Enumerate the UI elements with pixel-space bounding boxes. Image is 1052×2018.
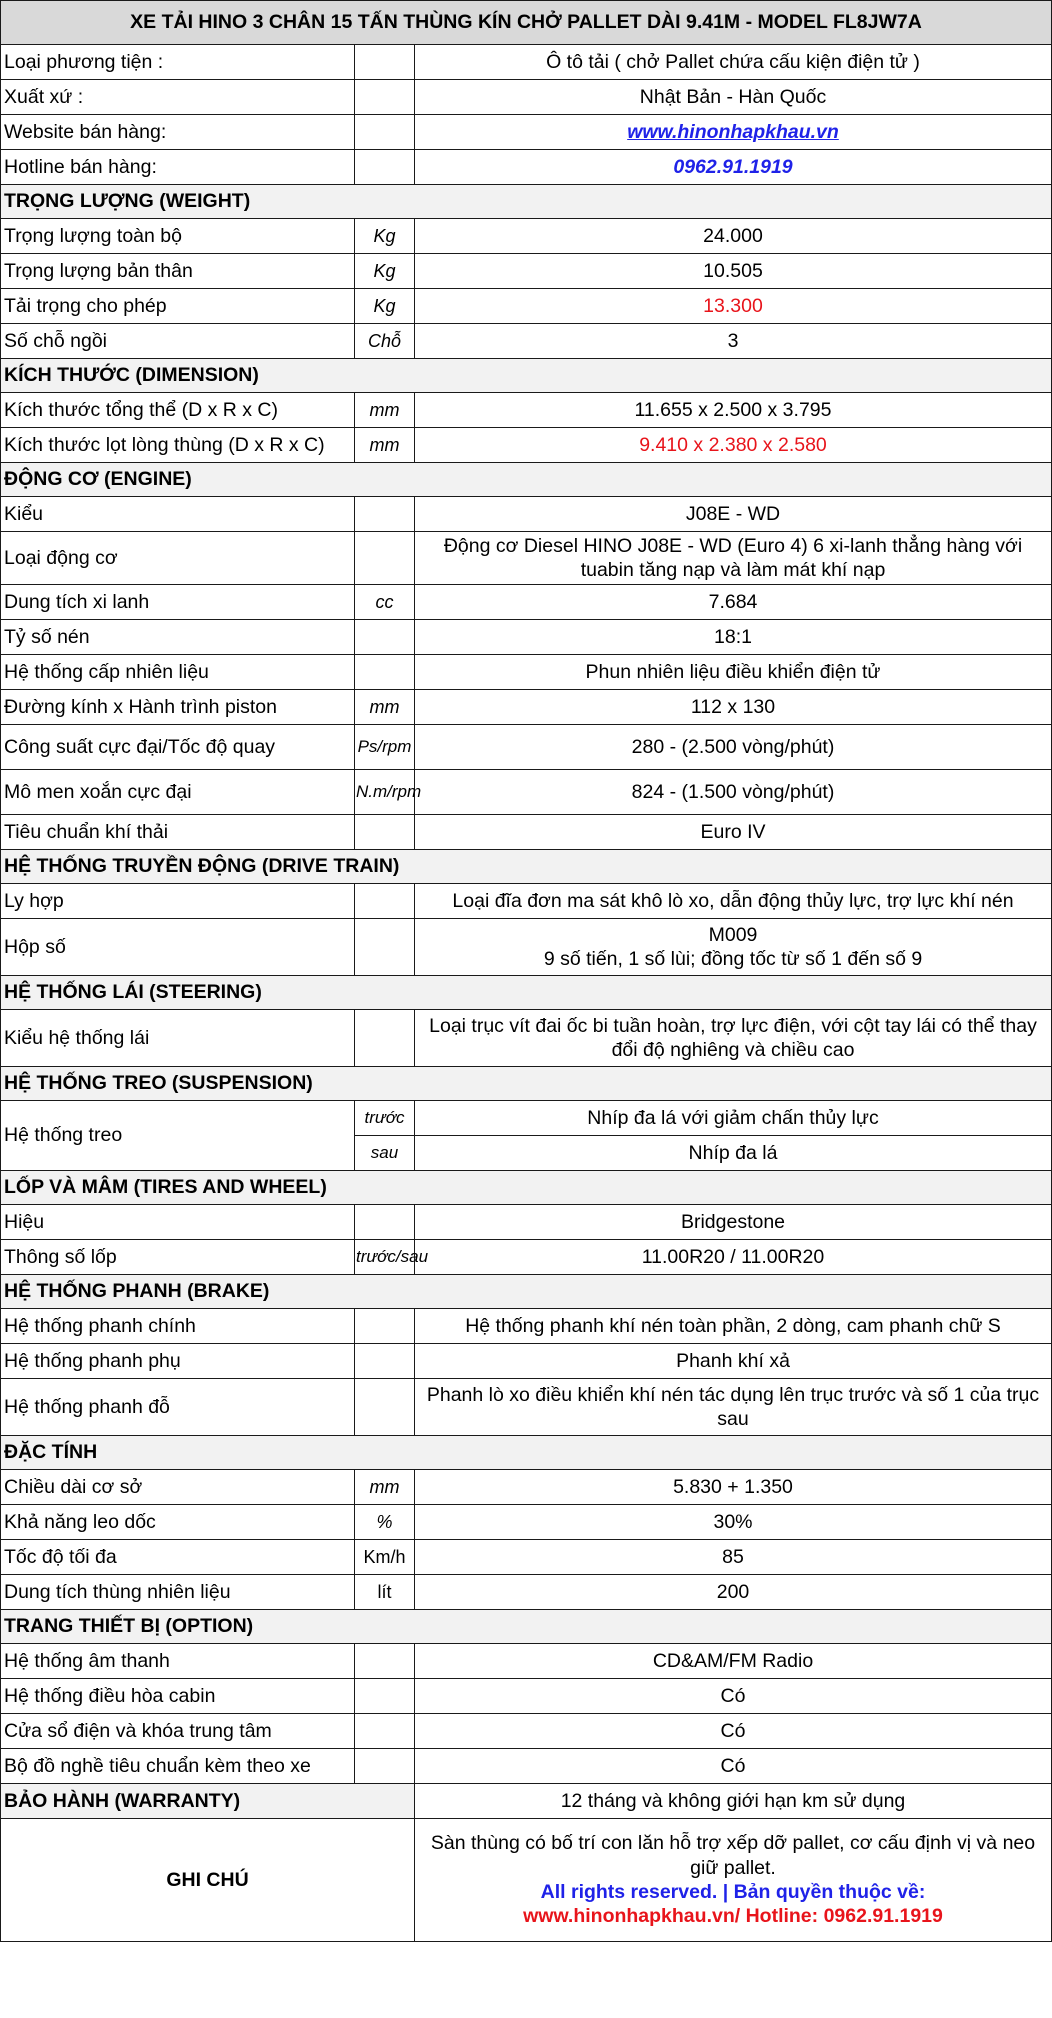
spec-value: Loại trục vít đai ốc bi tuần hoàn, trợ lực điện, với cột tay lái có thể thay đổi độ nghiêng và chiều cao bbox=[415, 1010, 1052, 1067]
section-heading: TRANG THIẾT BỊ (OPTION) bbox=[1, 1610, 1052, 1644]
spec-value: Phanh khí xả bbox=[415, 1344, 1052, 1379]
website-link[interactable]: www.hinonhapkhau.vn bbox=[627, 120, 839, 143]
spec-value: Có bbox=[415, 1679, 1052, 1714]
spec-label: Tải trọng cho phép bbox=[1, 289, 355, 324]
spec-value: Nhíp đa lá bbox=[415, 1136, 1052, 1171]
spec-unit: N.m/rpm bbox=[355, 770, 415, 815]
spec-label: Khả năng leo dốc bbox=[1, 1505, 355, 1540]
section-weight bbox=[1, 185, 1052, 219]
note-label: GHI CHÚ bbox=[1, 1819, 415, 1942]
spec-label: Số chỗ ngồi bbox=[1, 324, 355, 359]
spec-row bbox=[1, 1379, 1052, 1436]
spec-row-website bbox=[1, 115, 1052, 150]
spec-value: Phanh lò xo điều khiển khí nén tác dụng lên trục trước và số 1 của trục sau bbox=[415, 1379, 1052, 1436]
spec-unit bbox=[355, 620, 415, 655]
spec-row bbox=[1, 1010, 1052, 1067]
spec-label: Hộp số bbox=[1, 919, 355, 976]
spec-unit bbox=[355, 815, 415, 850]
spec-label: Kích thước tổng thể (D x R x C) bbox=[1, 393, 355, 428]
spec-value: Động cơ Diesel HINO J08E - WD (Euro 4) 6 xi-lanh thẳng hàng với tuabin tăng nạp và làm mát khí nạp bbox=[415, 532, 1052, 585]
spec-unit bbox=[355, 1205, 415, 1240]
warranty-label: BẢO HÀNH (WARRANTY) bbox=[1, 1784, 415, 1819]
spec-value: 824 - (1.500 vòng/phút) bbox=[415, 770, 1052, 815]
section-suspension bbox=[1, 1067, 1052, 1101]
spec-row bbox=[1, 289, 1052, 324]
spec-label: Hotline bán hàng: bbox=[1, 150, 355, 185]
spec-row bbox=[1, 884, 1052, 919]
spec-unit bbox=[355, 497, 415, 532]
section-heading: LỐP VÀ MÂM (TIRES AND WHEEL) bbox=[1, 1171, 1052, 1205]
spec-row bbox=[1, 1749, 1052, 1784]
spec-value: 7.684 bbox=[415, 585, 1052, 620]
spec-row bbox=[1, 532, 1052, 585]
spec-row bbox=[1, 254, 1052, 289]
spec-row bbox=[1, 1344, 1052, 1379]
spec-unit: Kg bbox=[355, 289, 415, 324]
section-heading: HỆ THỐNG TREO (SUSPENSION) bbox=[1, 1067, 1052, 1101]
spec-label: Dung tích xi lanh bbox=[1, 585, 355, 620]
spec-unit bbox=[355, 45, 415, 80]
section-engine bbox=[1, 463, 1052, 497]
spec-label: Loại phương tiện : bbox=[1, 45, 355, 80]
spec-row bbox=[1, 324, 1052, 359]
spec-label: Chiều dài cơ sở bbox=[1, 1470, 355, 1505]
section-heading: KÍCH THƯỚC (DIMENSION) bbox=[1, 359, 1052, 393]
spec-value: Loại đĩa đơn ma sát khô lò xo, dẫn động thủy lực, trợ lực khí nén bbox=[415, 884, 1052, 919]
spec-value: 10.505 bbox=[415, 254, 1052, 289]
spec-unit: trước bbox=[355, 1101, 415, 1136]
spec-row bbox=[1, 1540, 1052, 1575]
spec-row bbox=[1, 690, 1052, 725]
spec-row bbox=[1, 585, 1052, 620]
spec-unit: cc bbox=[355, 585, 415, 620]
copyright-text: All rights reserved. | Bản quyền thuộc về: bbox=[540, 1881, 926, 1903]
spec-value: Phun nhiên liệu điều khiển điện tử bbox=[415, 655, 1052, 690]
spec-value: 200 bbox=[415, 1575, 1052, 1610]
spec-label: Website bán hàng: bbox=[1, 115, 355, 150]
spec-label: Hệ thống âm thanh bbox=[1, 1644, 355, 1679]
spec-label: Kiểu hệ thống lái bbox=[1, 1010, 355, 1067]
spec-label: Hệ thống phanh đỗ bbox=[1, 1379, 355, 1436]
spec-value: Có bbox=[415, 1749, 1052, 1784]
section-tires bbox=[1, 1171, 1052, 1205]
spec-row bbox=[1, 655, 1052, 690]
section-heading: ĐẶC TÍNH bbox=[1, 1436, 1052, 1470]
warranty-value: 12 tháng và không giới hạn km sử dụng bbox=[415, 1784, 1052, 1819]
spec-label: Hệ thống cấp nhiên liệu bbox=[1, 655, 355, 690]
spec-value: 24.000 bbox=[415, 219, 1052, 254]
spec-row-vehicle-type bbox=[1, 45, 1052, 80]
section-dimension bbox=[1, 359, 1052, 393]
spec-label: Xuất xứ : bbox=[1, 80, 355, 115]
spec-row bbox=[1, 725, 1052, 770]
spec-row bbox=[1, 770, 1052, 815]
spec-row bbox=[1, 393, 1052, 428]
spec-value: 112 x 130 bbox=[415, 690, 1052, 725]
spec-row bbox=[1, 1505, 1052, 1540]
spec-row bbox=[1, 1644, 1052, 1679]
section-heading: ĐỘNG CƠ (ENGINE) bbox=[1, 463, 1052, 497]
spec-unit bbox=[355, 884, 415, 919]
section-features bbox=[1, 1436, 1052, 1470]
gearbox-detail: 9 số tiến, 1 số lùi; đồng tốc từ số 1 đến số 9 bbox=[543, 948, 923, 970]
gearbox-model: M009 bbox=[708, 923, 758, 946]
spec-unit: mm bbox=[355, 428, 415, 463]
spec-label: Trọng lượng toàn bộ bbox=[1, 219, 355, 254]
section-heading: HỆ THỐNG LÁI (STEERING) bbox=[1, 976, 1052, 1010]
spec-row-hotline bbox=[1, 150, 1052, 185]
spec-value: 18:1 bbox=[415, 620, 1052, 655]
spec-row bbox=[1, 1240, 1052, 1275]
spec-label: Hệ thống điều hòa cabin bbox=[1, 1679, 355, 1714]
spec-value: 5.830 + 1.350 bbox=[415, 1470, 1052, 1505]
spec-label: Tỷ số nén bbox=[1, 620, 355, 655]
spec-label: Cửa sổ điện và khóa trung tâm bbox=[1, 1714, 355, 1749]
spec-label: Hệ thống phanh phụ bbox=[1, 1344, 355, 1379]
spec-value: Nhíp đa lá với giảm chấn thủy lực bbox=[415, 1101, 1052, 1136]
spec-unit: mm bbox=[355, 1470, 415, 1505]
spec-unit bbox=[355, 1644, 415, 1679]
spec-label: Loại động cơ bbox=[1, 532, 355, 585]
spec-label: Hệ thống treo bbox=[1, 1101, 355, 1171]
spec-label: Công suất cực đại/Tốc độ quay bbox=[1, 725, 355, 770]
spec-value: 3 bbox=[415, 324, 1052, 359]
spec-unit bbox=[355, 150, 415, 185]
contact-text[interactable]: www.hinonhapkhau.vn/ Hotline: 0962.91.1919 bbox=[523, 1905, 943, 1928]
section-brake bbox=[1, 1275, 1052, 1309]
spec-label: Dung tích thùng nhiên liệu bbox=[1, 1575, 355, 1610]
note-row bbox=[1, 1819, 1052, 1942]
section-heading: HỆ THỐNG TRUYỀN ĐỘNG (DRIVE TRAIN) bbox=[1, 850, 1052, 884]
spec-unit bbox=[355, 919, 415, 976]
title-row bbox=[1, 1, 1052, 45]
section-steering bbox=[1, 976, 1052, 1010]
hotline-cell bbox=[415, 150, 1052, 185]
spec-row bbox=[1, 1205, 1052, 1240]
spec-value: 11.655 x 2.500 x 3.795 bbox=[415, 393, 1052, 428]
spec-row bbox=[1, 815, 1052, 850]
spec-value: J08E - WD bbox=[415, 497, 1052, 532]
gearbox-value bbox=[415, 919, 1052, 976]
spec-unit bbox=[355, 1749, 415, 1784]
spec-row bbox=[1, 620, 1052, 655]
spec-unit bbox=[355, 1379, 415, 1436]
website-cell bbox=[415, 115, 1052, 150]
section-heading: HỆ THỐNG PHANH (BRAKE) bbox=[1, 1275, 1052, 1309]
spec-row bbox=[1, 919, 1052, 976]
spec-label: Trọng lượng bản thân bbox=[1, 254, 355, 289]
section-options bbox=[1, 1610, 1052, 1644]
note-content bbox=[415, 1819, 1052, 1942]
spec-unit bbox=[355, 532, 415, 585]
spec-row bbox=[1, 1679, 1052, 1714]
page-title: XE TẢI HINO 3 CHÂN 15 TẤN THÙNG KÍN CHỞ PALLET DÀI 9.41M - MODEL FL8JW7A bbox=[1, 1, 1052, 45]
spec-unit bbox=[355, 80, 415, 115]
section-heading: TRỌNG LƯỢNG (WEIGHT) bbox=[1, 185, 1052, 219]
spec-label: Mô men xoắn cực đại bbox=[1, 770, 355, 815]
spec-row bbox=[1, 219, 1052, 254]
spec-unit: Km/h bbox=[355, 1540, 415, 1575]
spec-value: 280 - (2.500 vòng/phút) bbox=[415, 725, 1052, 770]
spec-row bbox=[1, 428, 1052, 463]
spec-value: CD&AM/FM Radio bbox=[415, 1644, 1052, 1679]
spec-row bbox=[1, 1575, 1052, 1610]
spec-unit: Ps/rpm bbox=[355, 725, 415, 770]
spec-label: Tốc độ tối đa bbox=[1, 1540, 355, 1575]
spec-unit: mm bbox=[355, 393, 415, 428]
spec-unit: lít bbox=[355, 1575, 415, 1610]
spec-label: Kiểu bbox=[1, 497, 355, 532]
hotline-number[interactable]: 0962.91.1919 bbox=[673, 155, 793, 178]
note-text: Sàn thùng có bố trí con lăn hỗ trợ xếp dỡ pallet, cơ cấu định vị và neo giữ pallet. bbox=[430, 1832, 1036, 1879]
spec-value-highlight: 9.410 x 2.380 x 2.580 bbox=[415, 428, 1052, 463]
spec-unit: Chỗ bbox=[355, 324, 415, 359]
spec-unit bbox=[355, 1679, 415, 1714]
spec-value: Nhật Bản - Hàn Quốc bbox=[415, 80, 1052, 115]
spec-label: Ly hợp bbox=[1, 884, 355, 919]
spec-unit bbox=[355, 1309, 415, 1344]
spec-unit: sau bbox=[355, 1136, 415, 1171]
spec-row bbox=[1, 1470, 1052, 1505]
spec-unit bbox=[355, 1344, 415, 1379]
spec-label: Bộ đồ nghề tiêu chuẩn kèm theo xe bbox=[1, 1749, 355, 1784]
spec-unit: Kg bbox=[355, 254, 415, 289]
spec-value: 85 bbox=[415, 1540, 1052, 1575]
spec-label: Kích thước lọt lòng thùng (D x R x C) bbox=[1, 428, 355, 463]
spec-unit: mm bbox=[355, 690, 415, 725]
spec-unit bbox=[355, 655, 415, 690]
spec-value: Có bbox=[415, 1714, 1052, 1749]
spec-label: Hiệu bbox=[1, 1205, 355, 1240]
warranty-row bbox=[1, 1784, 1052, 1819]
spec-value: Ô tô tải ( chở Pallet chứa cấu kiện điện tử ) bbox=[415, 45, 1052, 80]
spec-value: Hệ thống phanh khí nén toàn phần, 2 dòng, cam phanh chữ S bbox=[415, 1309, 1052, 1344]
spec-unit bbox=[355, 1714, 415, 1749]
spec-value: 11.00R20 / 11.00R20 bbox=[415, 1240, 1052, 1275]
spec-unit bbox=[355, 115, 415, 150]
spec-label: Thông số lốp bbox=[1, 1240, 355, 1275]
spec-row bbox=[1, 1714, 1052, 1749]
section-drivetrain bbox=[1, 850, 1052, 884]
spec-unit bbox=[355, 1010, 415, 1067]
spec-value: Euro IV bbox=[415, 815, 1052, 850]
spec-unit: % bbox=[355, 1505, 415, 1540]
spec-label: Hệ thống phanh chính bbox=[1, 1309, 355, 1344]
spec-row-origin bbox=[1, 80, 1052, 115]
spec-unit: Kg bbox=[355, 219, 415, 254]
spec-label: Đường kính x Hành trình piston bbox=[1, 690, 355, 725]
spec-row bbox=[1, 1101, 1052, 1136]
spec-label: Tiêu chuẩn khí thải bbox=[1, 815, 355, 850]
spec-value: Bridgestone bbox=[415, 1205, 1052, 1240]
spec-value-highlight: 13.300 bbox=[415, 289, 1052, 324]
spec-row bbox=[1, 497, 1052, 532]
spec-value: 30% bbox=[415, 1505, 1052, 1540]
spec-unit: trước/sau bbox=[355, 1240, 415, 1275]
spec-row bbox=[1, 1309, 1052, 1344]
